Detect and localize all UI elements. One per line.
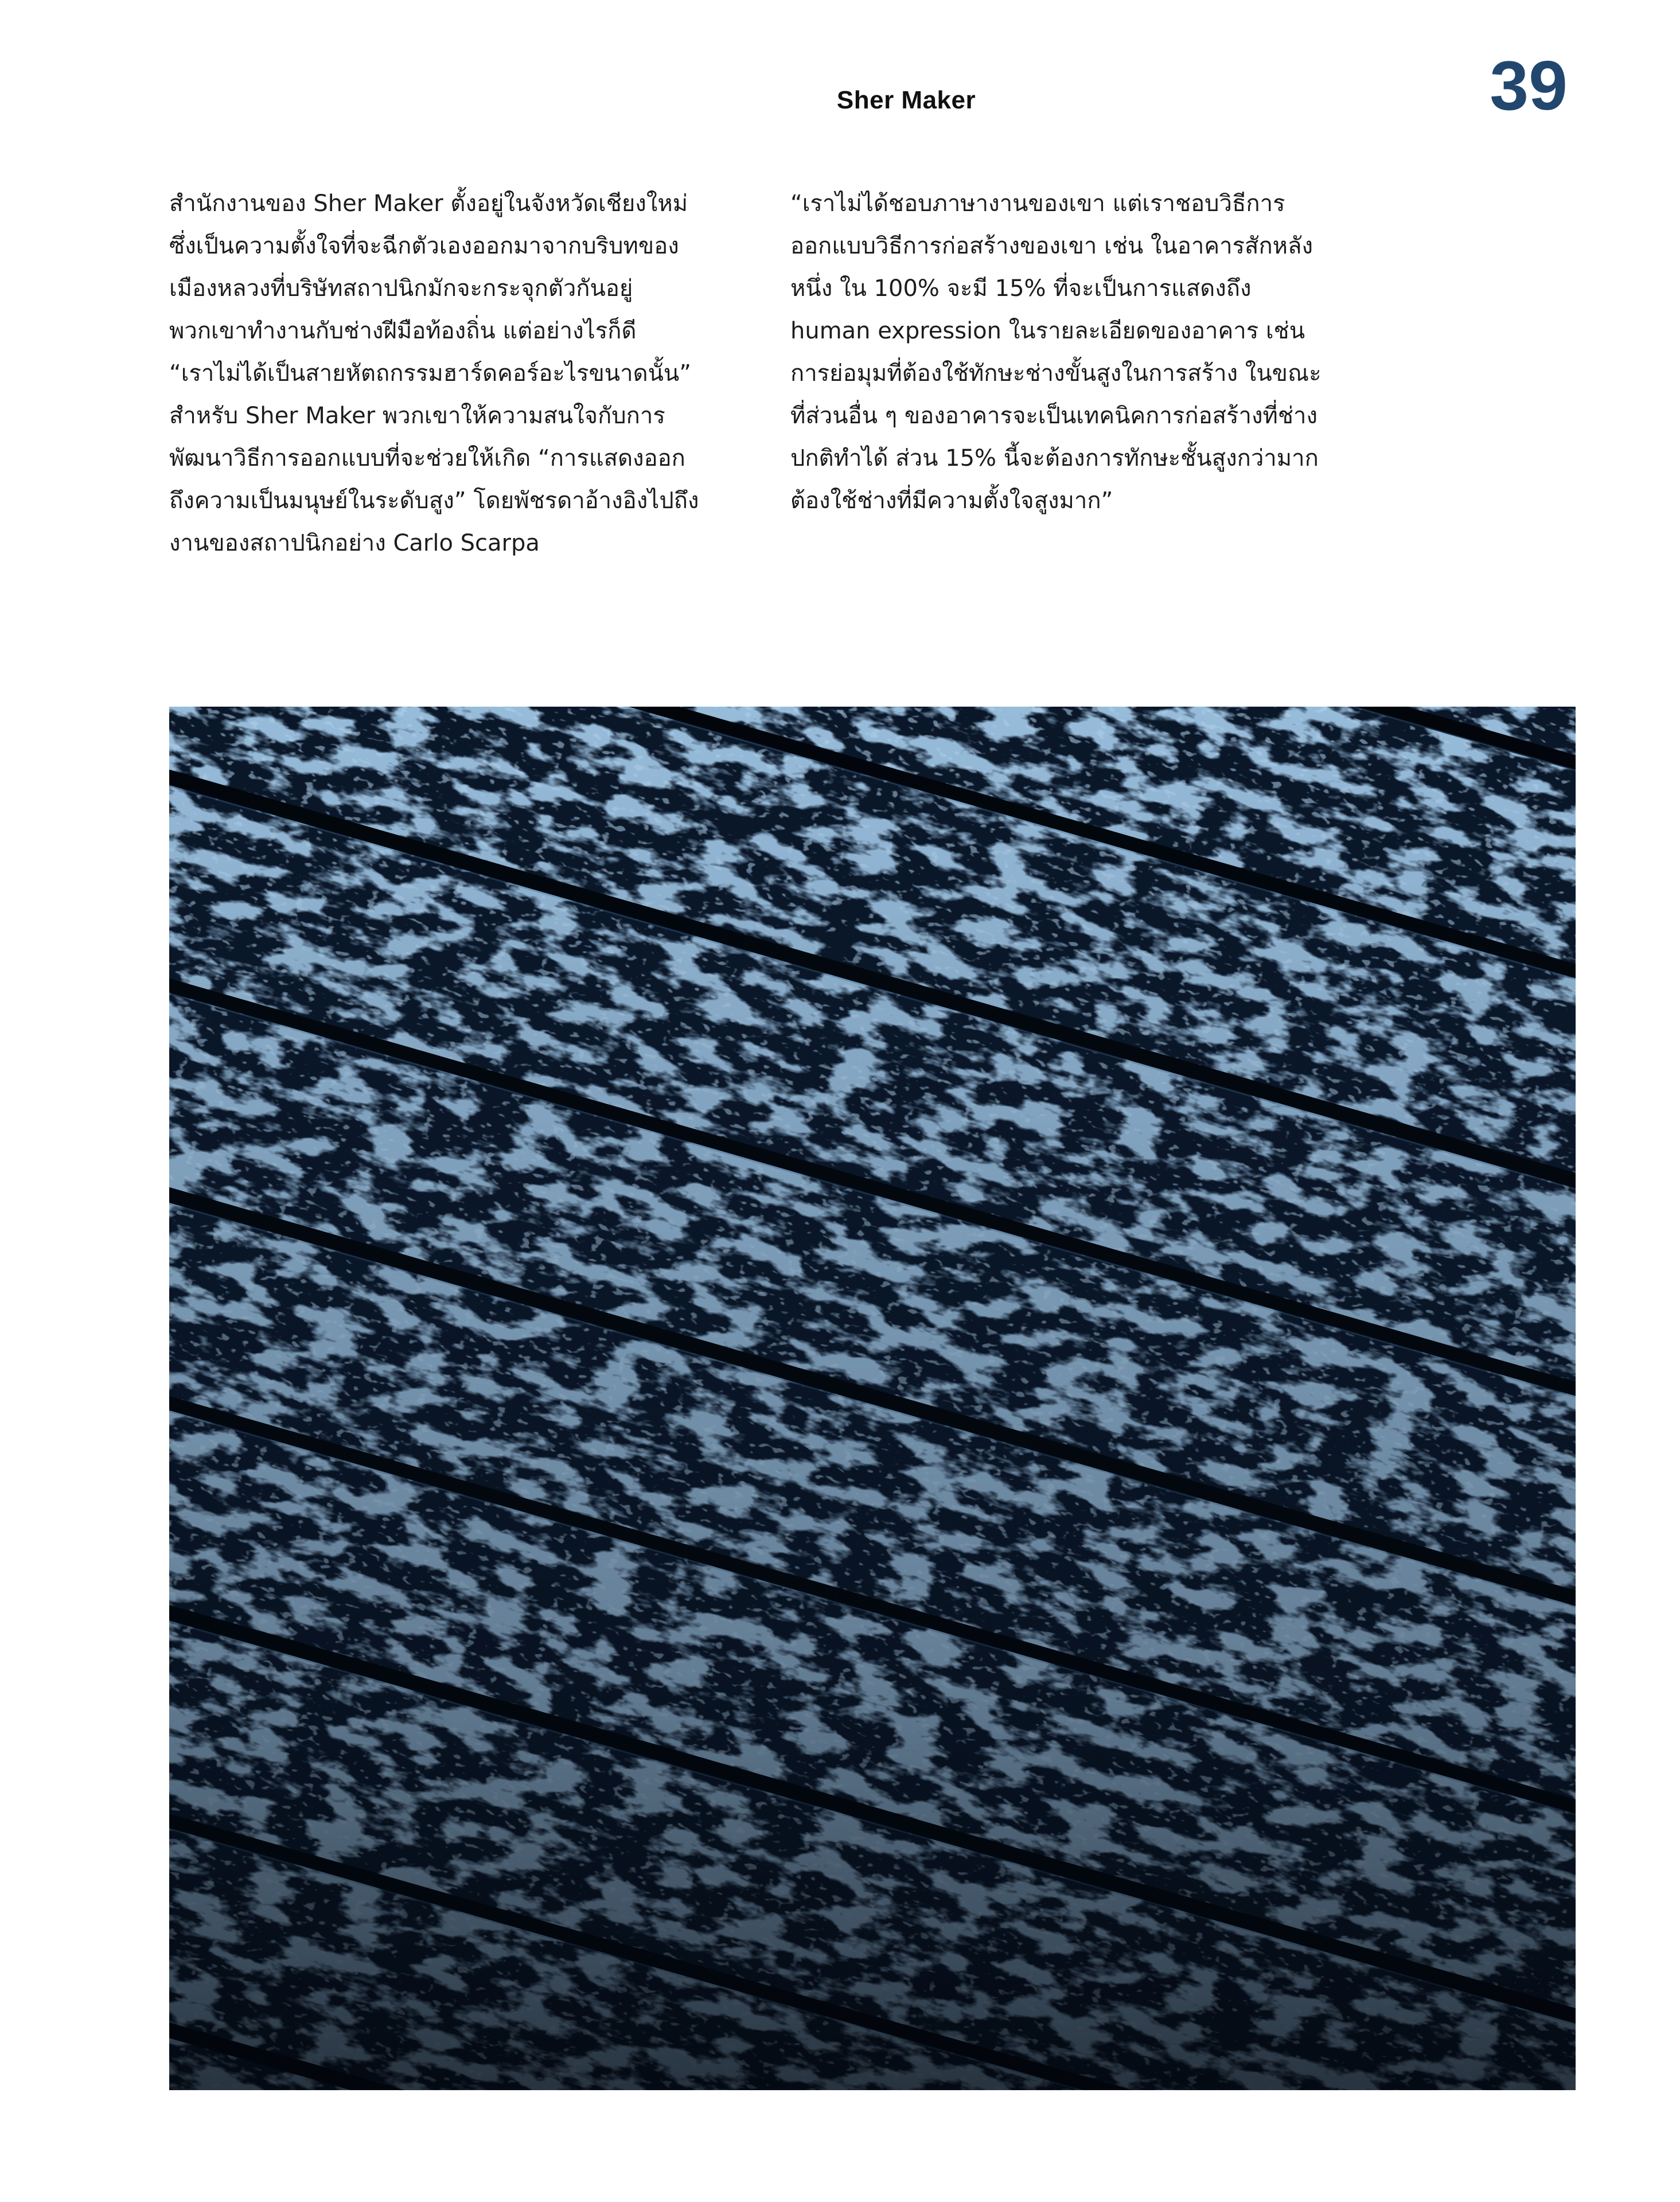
body-line: ออกแบบวิธีการก่อสร้างของเขา เช่น ในอาคารสักหลัง (790, 233, 1313, 259)
body-line: สำนักงานของ Sher Maker ตั้งอยู่ในจังหวัดเชียงใหม่ (169, 190, 688, 217)
body-line: พัฒนาวิธีการออกแบบที่จะช่วยให้เกิด “การแสดงออก (169, 445, 685, 471)
body-line: human expression ในรายละเอียดของอาคาร เช่น (790, 318, 1305, 344)
body-line: พวกเขาทำงานกับช่างฝีมือท้องถิ่น แต่อย่างไรก็ดี (169, 318, 637, 344)
text-column-right (790, 182, 1364, 522)
body-line: สำหรับ Sher Maker พวกเขาให้ความสนใจกับการ (169, 403, 665, 429)
body-line: หนึ่ง ใน 100% จะมี 15% ที่จะเป็นการแสดงถึง (790, 275, 1252, 302)
body-line: งานของสถาปนิกอย่าง Carlo Scarpa (169, 530, 540, 556)
body-line: “เราไม่ได้ชอบภาษางานของเขา แต่เราชอบวิธีการ (790, 190, 1285, 217)
running-title: Sher Maker (836, 86, 976, 114)
page-number: 39 (1490, 46, 1568, 124)
text-column-left (169, 182, 743, 564)
body-line: ถึงความเป็นมนุษย์ในระดับสูง” โดยพัชรดาอ้างอิงไปถึง (169, 488, 699, 514)
wet-wood-deck-photo (169, 707, 1576, 2090)
body-line: ต้องใช้ช่างที่มีความตั้งใจสูงมาก” (790, 488, 1113, 514)
body-line: ที่ส่วนอื่น ๆ ของอาคารจะเป็นเทคนิคการก่อสร้างที่ช่าง (790, 403, 1318, 429)
body-line: ซึ่งเป็นความตั้งใจที่จะฉีกตัวเองออกมาจากบริบทของ (169, 233, 679, 259)
body-line: การย่อมุมที่ต้องใช้ทักษะช่างขั้นสูงในการสร้าง ในขณะ (790, 360, 1322, 387)
body-line: “เราไม่ได้เป็นสายหัตถกรรมฮาร์ดคอร์อะไรขนาดนั้น” (169, 360, 691, 387)
body-line: เมืองหลวงที่บริษัทสถาปนิกมักจะกระจุกตัวกันอยู่ (169, 275, 633, 302)
body-line: ปกติทำได้ ส่วน 15% นี้จะต้องการทักษะชั้นสูงกว่ามาก (790, 445, 1319, 471)
wood-texture-graphic (169, 707, 1576, 2090)
